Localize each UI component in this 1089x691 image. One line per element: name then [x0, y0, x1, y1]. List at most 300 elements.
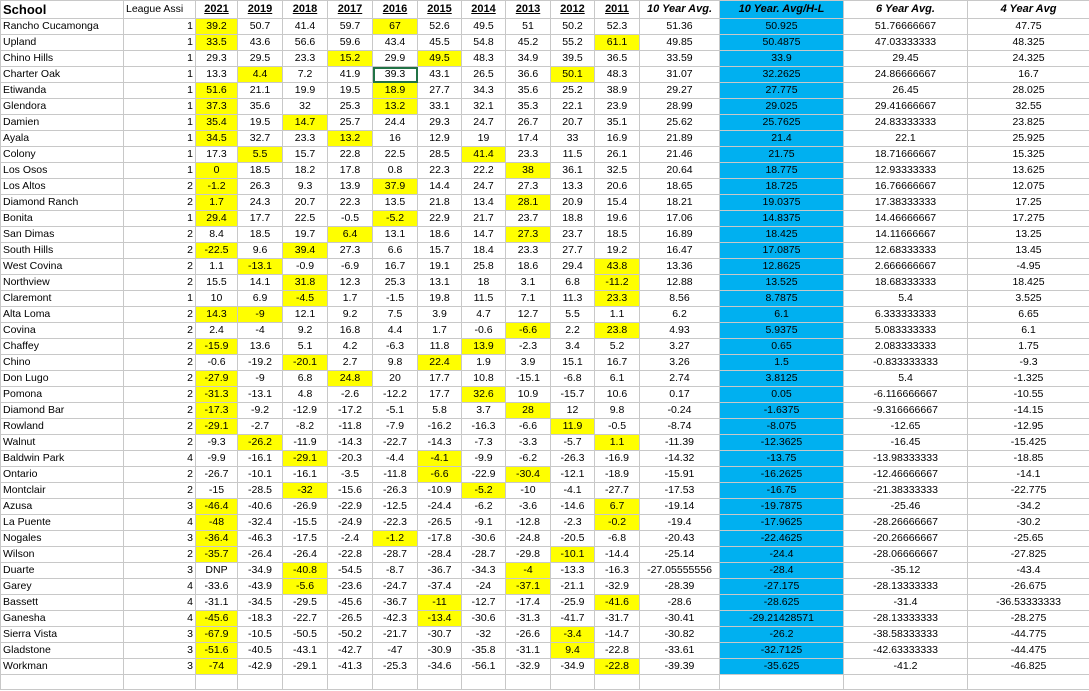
cell-10-year-avg-hl[interactable]: 19.0375 [720, 195, 844, 211]
header-cell-2021[interactable]: 2021 [196, 1, 238, 19]
cell-2013[interactable]: -6.6 [506, 323, 551, 339]
empty-cell[interactable] [640, 675, 720, 690]
cell-2019[interactable]: -13.1 [238, 259, 283, 275]
cell-2015[interactable]: 21.8 [418, 195, 462, 211]
cell-10-year-avg-hl[interactable]: -1.6375 [720, 403, 844, 419]
cell-2018[interactable]: -29.5 [283, 595, 328, 611]
cell-10-year-avg-hl[interactable]: -17.9625 [720, 515, 844, 531]
cell-10-year-avg-hl[interactable]: 18.775 [720, 163, 844, 179]
cell-school[interactable]: Azusa [1, 499, 124, 515]
cell-10-year-avg[interactable]: 0.17 [640, 387, 720, 403]
cell-6-year-avg[interactable]: -21.38333333 [844, 483, 968, 499]
cell-4-year-avg[interactable]: 6.1 [968, 323, 1089, 339]
cell-2012[interactable]: 11.9 [551, 419, 595, 435]
cell-2017[interactable]: -54.5 [328, 563, 373, 579]
cell-10-year-avg-hl[interactable]: 13.525 [720, 275, 844, 291]
cell-10-year-avg-hl[interactable]: 25.7625 [720, 115, 844, 131]
cell-10-year-avg[interactable]: -20.43 [640, 531, 720, 547]
cell-2017[interactable]: 12.3 [328, 275, 373, 291]
cell-2019[interactable]: 29.5 [238, 51, 283, 67]
cell-4-year-avg[interactable]: 17.275 [968, 211, 1089, 227]
cell-6-year-avg[interactable]: -35.12 [844, 563, 968, 579]
cell-2017[interactable]: -14.3 [328, 435, 373, 451]
cell-10-year-avg[interactable]: -30.41 [640, 611, 720, 627]
cell-6-year-avg[interactable]: -6.116666667 [844, 387, 968, 403]
header-cell-2012[interactable]: 2012 [551, 1, 595, 19]
cell-2017[interactable]: 13.9 [328, 179, 373, 195]
cell-2021[interactable]: 1.1 [196, 259, 238, 275]
cell-2012[interactable]: 50.2 [551, 19, 595, 35]
cell-league[interactable]: 2 [124, 179, 196, 195]
cell-2018[interactable]: 5.1 [283, 339, 328, 355]
cell-2019[interactable]: -10.5 [238, 627, 283, 643]
cell-2014[interactable]: -32 [462, 627, 506, 643]
cell-2014[interactable]: -28.7 [462, 547, 506, 563]
cell-2013[interactable]: 35.3 [506, 99, 551, 115]
cell-2013[interactable]: 27.3 [506, 227, 551, 243]
cell-2011[interactable]: -16.3 [595, 563, 640, 579]
cell-2012[interactable]: -5.7 [551, 435, 595, 451]
cell-4-year-avg[interactable]: -18.85 [968, 451, 1089, 467]
cell-2016[interactable]: -36.7 [373, 595, 418, 611]
header-cell-2014[interactable]: 2014 [462, 1, 506, 19]
cell-2019[interactable]: -34.5 [238, 595, 283, 611]
cell-2017[interactable]: 19.5 [328, 83, 373, 99]
cell-2015[interactable]: 17.7 [418, 371, 462, 387]
cell-league[interactable]: 4 [124, 451, 196, 467]
cell-4-year-avg[interactable]: 13.45 [968, 243, 1089, 259]
cell-10-year-avg-hl[interactable]: 1.5 [720, 355, 844, 371]
cell-4-year-avg[interactable]: 6.65 [968, 307, 1089, 323]
cell-6-year-avg[interactable]: 18.68333333 [844, 275, 968, 291]
cell-school[interactable]: Duarte [1, 563, 124, 579]
cell-10-year-avg[interactable]: 3.27 [640, 339, 720, 355]
empty-cell[interactable] [328, 675, 373, 690]
cell-2018[interactable]: 18.2 [283, 163, 328, 179]
cell-6-year-avg[interactable]: 12.68333333 [844, 243, 968, 259]
cell-4-year-avg[interactable]: 48.325 [968, 35, 1089, 51]
cell-6-year-avg[interactable]: 24.83333333 [844, 115, 968, 131]
cell-10-year-avg-hl[interactable]: 3.8125 [720, 371, 844, 387]
cell-10-year-avg[interactable]: 21.89 [640, 131, 720, 147]
cell-2015[interactable]: 5.8 [418, 403, 462, 419]
cell-4-year-avg[interactable]: -14.1 [968, 467, 1089, 483]
cell-2013[interactable]: 26.7 [506, 115, 551, 131]
cell-league[interactable]: 4 [124, 579, 196, 595]
empty-cell[interactable] [1, 675, 124, 690]
cell-2012[interactable]: -15.7 [551, 387, 595, 403]
cell-2011[interactable]: -22.8 [595, 659, 640, 675]
cell-2014[interactable]: 18.4 [462, 243, 506, 259]
cell-2014[interactable]: 4.7 [462, 307, 506, 323]
cell-2014[interactable]: 49.5 [462, 19, 506, 35]
cell-2012[interactable]: -21.1 [551, 579, 595, 595]
cell-2021[interactable]: -0.6 [196, 355, 238, 371]
cell-2018[interactable]: -43.1 [283, 643, 328, 659]
cell-2016[interactable]: -22.3 [373, 515, 418, 531]
cell-2018[interactable]: -26.9 [283, 499, 328, 515]
cell-2013[interactable]: 45.2 [506, 35, 551, 51]
cell-2015[interactable]: 27.7 [418, 83, 462, 99]
cell-2017[interactable]: -42.7 [328, 643, 373, 659]
cell-2013[interactable]: 23.3 [506, 243, 551, 259]
cell-2019[interactable]: -26.2 [238, 435, 283, 451]
cell-2016[interactable]: -4.4 [373, 451, 418, 467]
cell-2016[interactable]: -5.2 [373, 211, 418, 227]
cell-2014[interactable]: -9.1 [462, 515, 506, 531]
cell-league[interactable]: 3 [124, 659, 196, 675]
cell-2017[interactable]: -2.4 [328, 531, 373, 547]
cell-2016[interactable]: 29.9 [373, 51, 418, 67]
cell-2018[interactable]: 12.1 [283, 307, 328, 323]
cell-2015[interactable]: 49.5 [418, 51, 462, 67]
cell-2016[interactable]: 6.6 [373, 243, 418, 259]
cell-4-year-avg[interactable]: -26.675 [968, 579, 1089, 595]
cell-2017[interactable]: -0.5 [328, 211, 373, 227]
cell-2015[interactable]: -4.1 [418, 451, 462, 467]
cell-2017[interactable]: -41.3 [328, 659, 373, 675]
cell-6-year-avg[interactable]: -41.2 [844, 659, 968, 675]
cell-2012[interactable]: 9.4 [551, 643, 595, 659]
cell-2014[interactable]: 10.8 [462, 371, 506, 387]
cell-10-year-avg-hl[interactable]: 17.0875 [720, 243, 844, 259]
cell-league[interactable]: 2 [124, 307, 196, 323]
cell-4-year-avg[interactable]: -4.95 [968, 259, 1089, 275]
cell-4-year-avg[interactable]: -44.475 [968, 643, 1089, 659]
cell-10-year-avg-hl[interactable]: 0.65 [720, 339, 844, 355]
cell-2015[interactable]: 45.5 [418, 35, 462, 51]
cell-10-year-avg-hl[interactable]: -28.4 [720, 563, 844, 579]
cell-2018[interactable]: -15.5 [283, 515, 328, 531]
cell-2017[interactable]: -11.8 [328, 419, 373, 435]
cell-2012[interactable]: -14.6 [551, 499, 595, 515]
cell-2015[interactable]: -17.8 [418, 531, 462, 547]
cell-2013[interactable]: 10.9 [506, 387, 551, 403]
cell-10-year-avg-hl[interactable]: 50.4875 [720, 35, 844, 51]
cell-4-year-avg[interactable]: 32.55 [968, 99, 1089, 115]
cell-2011[interactable]: 10.6 [595, 387, 640, 403]
cell-2011[interactable]: -41.6 [595, 595, 640, 611]
cell-2019[interactable]: -19.2 [238, 355, 283, 371]
cell-2011[interactable]: 19.6 [595, 211, 640, 227]
cell-4-year-avg[interactable]: 12.075 [968, 179, 1089, 195]
cell-school[interactable]: Pomona [1, 387, 124, 403]
cell-6-year-avg[interactable]: 2.083333333 [844, 339, 968, 355]
cell-6-year-avg[interactable]: 22.1 [844, 131, 968, 147]
cell-2016[interactable]: -24.7 [373, 579, 418, 595]
cell-2019[interactable]: -18.3 [238, 611, 283, 627]
cell-2014[interactable]: -7.3 [462, 435, 506, 451]
cell-2011[interactable]: -18.9 [595, 467, 640, 483]
cell-league[interactable]: 1 [124, 163, 196, 179]
cell-2014[interactable]: 32.1 [462, 99, 506, 115]
cell-league[interactable]: 2 [124, 419, 196, 435]
cell-2021[interactable]: 17.3 [196, 147, 238, 163]
cell-10-year-avg-hl[interactable]: -8.075 [720, 419, 844, 435]
cell-2011[interactable]: 52.3 [595, 19, 640, 35]
empty-cell[interactable] [720, 675, 844, 690]
cell-2016[interactable]: 4.4 [373, 323, 418, 339]
cell-2013[interactable]: -15.1 [506, 371, 551, 387]
cell-2015[interactable]: -16.2 [418, 419, 462, 435]
cell-2012[interactable]: 23.7 [551, 227, 595, 243]
cell-2013[interactable]: 36.6 [506, 67, 551, 83]
cell-10-year-avg-hl[interactable]: -28.625 [720, 595, 844, 611]
cell-2019[interactable]: 21.1 [238, 83, 283, 99]
cell-2018[interactable]: 19.7 [283, 227, 328, 243]
header-cell-10-year-avg[interactable]: 10 Year Avg. [640, 1, 720, 19]
cell-2012[interactable]: 55.2 [551, 35, 595, 51]
cell-2014[interactable]: 24.7 [462, 179, 506, 195]
cell-2019[interactable]: -13.1 [238, 387, 283, 403]
cell-2021[interactable]: -9.9 [196, 451, 238, 467]
cell-10-year-avg-hl[interactable]: 5.9375 [720, 323, 844, 339]
cell-2019[interactable]: -40.5 [238, 643, 283, 659]
header-cell-league[interactable]: League Assi [124, 1, 196, 19]
cell-2016[interactable]: 13.1 [373, 227, 418, 243]
cell-10-year-avg-hl[interactable]: 32.2625 [720, 67, 844, 83]
cell-2015[interactable]: 52.6 [418, 19, 462, 35]
cell-2016[interactable]: -1.5 [373, 291, 418, 307]
cell-2019[interactable]: 18.5 [238, 163, 283, 179]
cell-2019[interactable]: -10.1 [238, 467, 283, 483]
cell-10-year-avg[interactable]: -17.53 [640, 483, 720, 499]
cell-2019[interactable]: -46.3 [238, 531, 283, 547]
cell-2016[interactable]: -42.3 [373, 611, 418, 627]
cell-league[interactable]: 4 [124, 611, 196, 627]
cell-school[interactable]: West Covina [1, 259, 124, 275]
cell-2021[interactable]: -1.2 [196, 179, 238, 195]
cell-10-year-avg[interactable]: -15.91 [640, 467, 720, 483]
cell-2018[interactable]: -22.7 [283, 611, 328, 627]
cell-6-year-avg[interactable]: -12.46666667 [844, 467, 968, 483]
cell-2011[interactable]: 32.5 [595, 163, 640, 179]
cell-2012[interactable]: 20.9 [551, 195, 595, 211]
cell-2013[interactable]: -12.8 [506, 515, 551, 531]
cell-10-year-avg[interactable]: 8.56 [640, 291, 720, 307]
cell-2015[interactable]: -11 [418, 595, 462, 611]
cell-2018[interactable]: 32 [283, 99, 328, 115]
cell-2021[interactable]: 0 [196, 163, 238, 179]
cell-6-year-avg[interactable]: -28.06666667 [844, 547, 968, 563]
cell-2016[interactable]: -6.3 [373, 339, 418, 355]
cell-2015[interactable]: 29.3 [418, 115, 462, 131]
cell-6-year-avg[interactable]: 2.666666667 [844, 259, 968, 275]
cell-league[interactable]: 2 [124, 275, 196, 291]
cell-10-year-avg-hl[interactable]: 8.7875 [720, 291, 844, 307]
cell-2019[interactable]: 4.4 [238, 67, 283, 83]
cell-10-year-avg[interactable]: -39.39 [640, 659, 720, 675]
cell-2014[interactable]: 18 [462, 275, 506, 291]
cell-10-year-avg[interactable]: -33.61 [640, 643, 720, 659]
cell-2019[interactable]: 17.7 [238, 211, 283, 227]
cell-4-year-avg[interactable]: -10.55 [968, 387, 1089, 403]
cell-2016[interactable]: -26.3 [373, 483, 418, 499]
cell-2019[interactable]: -28.5 [238, 483, 283, 499]
cell-2012[interactable]: 5.5 [551, 307, 595, 323]
cell-2019[interactable]: 35.6 [238, 99, 283, 115]
cell-2021[interactable]: 2.4 [196, 323, 238, 339]
cell-2011[interactable]: 6.7 [595, 499, 640, 515]
cell-2012[interactable]: -3.4 [551, 627, 595, 643]
cell-2017[interactable]: 6.4 [328, 227, 373, 243]
header-cell-2016[interactable]: 2016 [373, 1, 418, 19]
cell-2016[interactable]: 22.5 [373, 147, 418, 163]
cell-2021[interactable]: -15.9 [196, 339, 238, 355]
cell-2014[interactable]: -30.6 [462, 611, 506, 627]
header-cell-10-year-avg-hl[interactable]: 10 Year. Avg/H-L [720, 1, 844, 19]
cell-2021[interactable]: -48 [196, 515, 238, 531]
cell-2017[interactable]: -6.9 [328, 259, 373, 275]
cell-2017[interactable]: 25.7 [328, 115, 373, 131]
cell-10-year-avg-hl[interactable]: 21.75 [720, 147, 844, 163]
cell-2021[interactable]: -46.4 [196, 499, 238, 515]
cell-league[interactable]: 2 [124, 355, 196, 371]
cell-2018[interactable]: 9.2 [283, 323, 328, 339]
cell-2019[interactable]: 50.7 [238, 19, 283, 35]
cell-2015[interactable]: 15.7 [418, 243, 462, 259]
cell-2016[interactable]: 7.5 [373, 307, 418, 323]
cell-league[interactable]: 3 [124, 563, 196, 579]
cell-2015[interactable]: -30.7 [418, 627, 462, 643]
cell-2012[interactable]: 12 [551, 403, 595, 419]
cell-2015[interactable]: 28.5 [418, 147, 462, 163]
cell-6-year-avg[interactable]: 5.4 [844, 371, 968, 387]
cell-10-year-avg-hl[interactable]: -24.4 [720, 547, 844, 563]
cell-2011[interactable]: 61.1 [595, 35, 640, 51]
cell-4-year-avg[interactable]: 24.325 [968, 51, 1089, 67]
cell-2018[interactable]: 20.7 [283, 195, 328, 211]
cell-2012[interactable]: 29.4 [551, 259, 595, 275]
cell-2015[interactable]: -10.9 [418, 483, 462, 499]
cell-2012[interactable]: -20.5 [551, 531, 595, 547]
cell-2013[interactable]: 18.6 [506, 259, 551, 275]
cell-school[interactable]: Diamond Ranch [1, 195, 124, 211]
cell-2021[interactable]: -31.1 [196, 595, 238, 611]
cell-2021[interactable]: 1.7 [196, 195, 238, 211]
cell-2014[interactable]: -0.6 [462, 323, 506, 339]
cell-league[interactable]: 2 [124, 371, 196, 387]
cell-league[interactable]: 2 [124, 227, 196, 243]
cell-league[interactable]: 1 [124, 83, 196, 99]
cell-2012[interactable]: 11.5 [551, 147, 595, 163]
cell-2015[interactable]: -13.4 [418, 611, 462, 627]
cell-2016[interactable]: -11.8 [373, 467, 418, 483]
cell-2017[interactable]: 41.9 [328, 67, 373, 83]
cell-2015[interactable]: -37.4 [418, 579, 462, 595]
cell-2014[interactable]: 21.7 [462, 211, 506, 227]
cell-school[interactable]: Alta Loma [1, 307, 124, 323]
cell-2021[interactable]: 35.4 [196, 115, 238, 131]
cell-2011[interactable]: -14.7 [595, 627, 640, 643]
cell-2012[interactable]: 20.7 [551, 115, 595, 131]
cell-2014[interactable]: 14.7 [462, 227, 506, 243]
cell-2021[interactable]: 37.3 [196, 99, 238, 115]
cell-school[interactable]: San Dimas [1, 227, 124, 243]
cell-2011[interactable]: -22.8 [595, 643, 640, 659]
empty-cell[interactable] [196, 675, 238, 690]
cell-league[interactable]: 2 [124, 467, 196, 483]
cell-2013[interactable]: -3.6 [506, 499, 551, 515]
cell-2013[interactable]: -10 [506, 483, 551, 499]
cell-2013[interactable]: -26.6 [506, 627, 551, 643]
cell-2017[interactable]: -22.9 [328, 499, 373, 515]
cell-2013[interactable]: -30.4 [506, 467, 551, 483]
empty-cell[interactable] [595, 675, 640, 690]
cell-school[interactable]: Gladstone [1, 643, 124, 659]
cell-2012[interactable]: -10.1 [551, 547, 595, 563]
cell-2017[interactable]: -50.2 [328, 627, 373, 643]
cell-2012[interactable]: -13.3 [551, 563, 595, 579]
cell-2018[interactable]: 23.3 [283, 51, 328, 67]
cell-2018[interactable]: 39.4 [283, 243, 328, 259]
cell-10-year-avg-hl[interactable]: -16.2625 [720, 467, 844, 483]
cell-10-year-avg[interactable]: -8.74 [640, 419, 720, 435]
cell-6-year-avg[interactable]: 51.76666667 [844, 19, 968, 35]
cell-2012[interactable]: 27.7 [551, 243, 595, 259]
cell-2016[interactable]: 67 [373, 19, 418, 35]
cell-2016[interactable]: 20 [373, 371, 418, 387]
cell-2012[interactable]: 3.4 [551, 339, 595, 355]
cell-2017[interactable]: 1.7 [328, 291, 373, 307]
cell-2012[interactable]: -6.8 [551, 371, 595, 387]
cell-10-year-avg[interactable]: -27.05555556 [640, 563, 720, 579]
cell-2019[interactable]: 5.5 [238, 147, 283, 163]
cell-2018[interactable]: 7.2 [283, 67, 328, 83]
cell-10-year-avg[interactable]: 29.27 [640, 83, 720, 99]
cell-4-year-avg[interactable]: -46.825 [968, 659, 1089, 675]
cell-6-year-avg[interactable]: 14.46666667 [844, 211, 968, 227]
empty-cell[interactable] [238, 675, 283, 690]
cell-2015[interactable]: -36.7 [418, 563, 462, 579]
cell-2013[interactable]: -2.3 [506, 339, 551, 355]
cell-school[interactable]: Rancho Cucamonga [1, 19, 124, 35]
cell-2018[interactable]: 31.8 [283, 275, 328, 291]
cell-2012[interactable]: -2.3 [551, 515, 595, 531]
cell-10-year-avg-hl[interactable]: -26.2 [720, 627, 844, 643]
cell-2013[interactable]: -29.8 [506, 547, 551, 563]
cell-2017[interactable]: -2.6 [328, 387, 373, 403]
cell-2021[interactable]: 10 [196, 291, 238, 307]
cell-2021[interactable]: -22.5 [196, 243, 238, 259]
cell-4-year-avg[interactable]: 23.825 [968, 115, 1089, 131]
cell-2014[interactable]: 13.4 [462, 195, 506, 211]
cell-2018[interactable]: -5.6 [283, 579, 328, 595]
cell-2017[interactable]: 9.2 [328, 307, 373, 323]
cell-2012[interactable]: 13.3 [551, 179, 595, 195]
cell-2016[interactable]: -22.7 [373, 435, 418, 451]
cell-2014[interactable]: 13.9 [462, 339, 506, 355]
cell-2011[interactable]: 9.8 [595, 403, 640, 419]
cell-2013[interactable]: 3.1 [506, 275, 551, 291]
cell-4-year-avg[interactable]: -22.775 [968, 483, 1089, 499]
cell-school[interactable]: Covina [1, 323, 124, 339]
cell-2013[interactable]: 38 [506, 163, 551, 179]
cell-2021[interactable]: -36.4 [196, 531, 238, 547]
cell-2016[interactable]: 0.8 [373, 163, 418, 179]
cell-school[interactable]: Walnut [1, 435, 124, 451]
cell-6-year-avg[interactable]: 12.93333333 [844, 163, 968, 179]
cell-2017[interactable]: 17.8 [328, 163, 373, 179]
cell-2011[interactable]: 43.8 [595, 259, 640, 275]
cell-2012[interactable]: 36.1 [551, 163, 595, 179]
cell-school[interactable]: Sierra Vista [1, 627, 124, 643]
cell-2016[interactable]: -21.7 [373, 627, 418, 643]
cell-2012[interactable]: 2.2 [551, 323, 595, 339]
cell-6-year-avg[interactable]: -38.58333333 [844, 627, 968, 643]
cell-school[interactable]: Ayala [1, 131, 124, 147]
cell-2014[interactable]: 34.3 [462, 83, 506, 99]
